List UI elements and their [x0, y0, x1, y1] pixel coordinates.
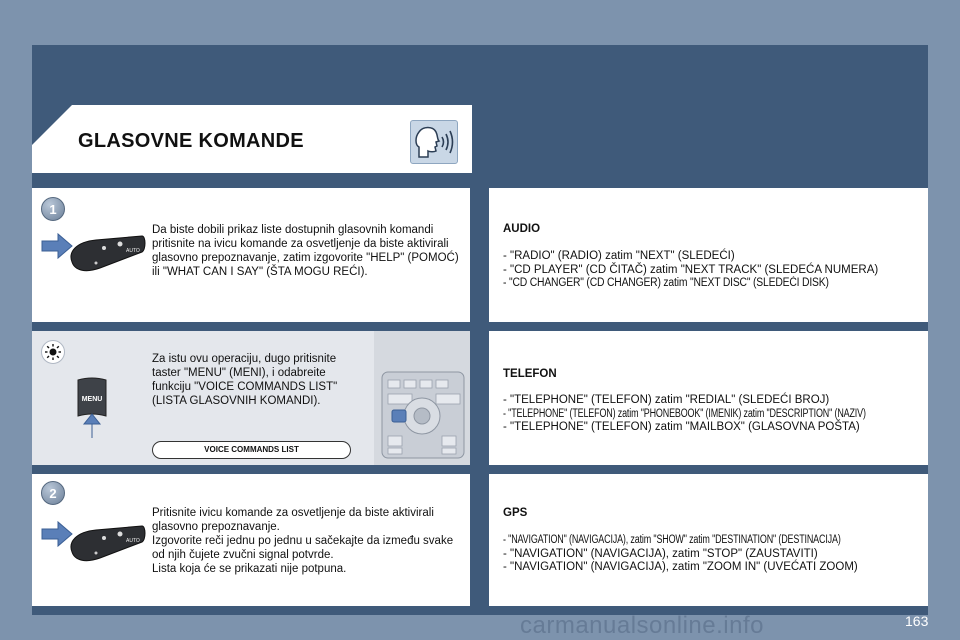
list-item: - "TELEPHONE" (TELEFON) zatim "REDIAL" (SLEDEĆI BROJ) — [503, 394, 830, 406]
menu-tip-text: Za istu ovu operaciju, dugo pritisnite taster "MENU" (MENI), i odabreite funkciju "VOICE COMMANDS LIST" (LISTA GLASOVNIH KOMANDI). — [152, 353, 338, 407]
voice-command-icon — [410, 120, 458, 164]
sun-icon — [41, 340, 65, 364]
list-item: - "TELEPHONE" (TELEFON) zatim "MAILBOX" (GLASOVNA POŠTA) — [503, 421, 860, 433]
menu-button[interactable] — [74, 376, 110, 438]
list-item: - "RADIO" (RADIO) zatim "NEXT" (SLEDEĆI) — [503, 250, 735, 262]
lighting-stalk-icon — [66, 522, 148, 564]
page-number: 163 — [905, 613, 929, 629]
list-item: - "TELEPHONE" (TELEFON) zatim "PHONEBOOK" (IMENIK) zatim "DESCRIPTION" (NAZIV) — [503, 407, 866, 420]
voice-commands-list-option[interactable]: VOICE COMMANDS LIST — [152, 441, 351, 459]
telefon-command-list — [503, 394, 960, 435]
page-title: GLASOVNE KOMANDE — [78, 130, 304, 152]
list-item: - "NAVIGATION" (NAVIGACIJA), zatim "SHOW" zatim "DESTINATION" (DESTINACIJA) — [503, 534, 841, 546]
step-2-text: Pritisnite ivicu komande za osvetljenje da biste aktivirali glasovno prepoznavanje. Izgovorite reči jednu po jednu u sačekajte da između svake od njih čujete zvučni signal potvrde. Lista koja će se prikazati nije potpuna. — [152, 507, 454, 575]
step-1-text: Da biste dobili prikaz liste dostupnih glasovnih komandi pritisnite na ivicu komande za osvetljenje da biste aktivirali glasovno prepoznavanje, zatim izgovorite "HELP" (POMOĆ) ili "WHAT CAN I SAY" (ŠTA MOGU REĆI). — [152, 224, 459, 278]
step-2-badge: 2 — [41, 481, 65, 505]
audio-heading: AUDIO — [503, 223, 541, 235]
list-item: - "CD PLAYER" (CD ČITAČ) zatim "NEXT TRACK" (SLEDEĆA NUMERA) — [503, 263, 879, 276]
menu-button-label: MENU — [81, 396, 103, 403]
list-item: - "NAVIGATION" (NAVIGACIJA), zatim "STOP" (ZAUSTAVITI) — [503, 547, 818, 560]
step-1-badge: 1 — [41, 197, 65, 221]
watermark: carmanualsonline.info — [520, 612, 764, 639]
svg-text:AUTO: AUTO — [126, 248, 140, 254]
svg-text:AUTO: AUTO — [126, 538, 140, 544]
gps-heading: GPS — [503, 507, 528, 519]
list-item: - "CD CHANGER" (CD CHANGER) zatim "NEXT DISC" (SLEDEĆI DISK) — [503, 277, 829, 289]
gps-command-list — [503, 534, 960, 575]
lighting-stalk-icon — [66, 232, 148, 274]
telefon-heading: TELEFON — [503, 368, 557, 380]
console-panel-icon — [380, 370, 466, 462]
audio-command-list — [503, 250, 960, 291]
list-item: - "NAVIGATION" (NAVIGACIJA), zatim "ZOOM IN" (UVEĆATI ZOOM) — [503, 561, 858, 573]
